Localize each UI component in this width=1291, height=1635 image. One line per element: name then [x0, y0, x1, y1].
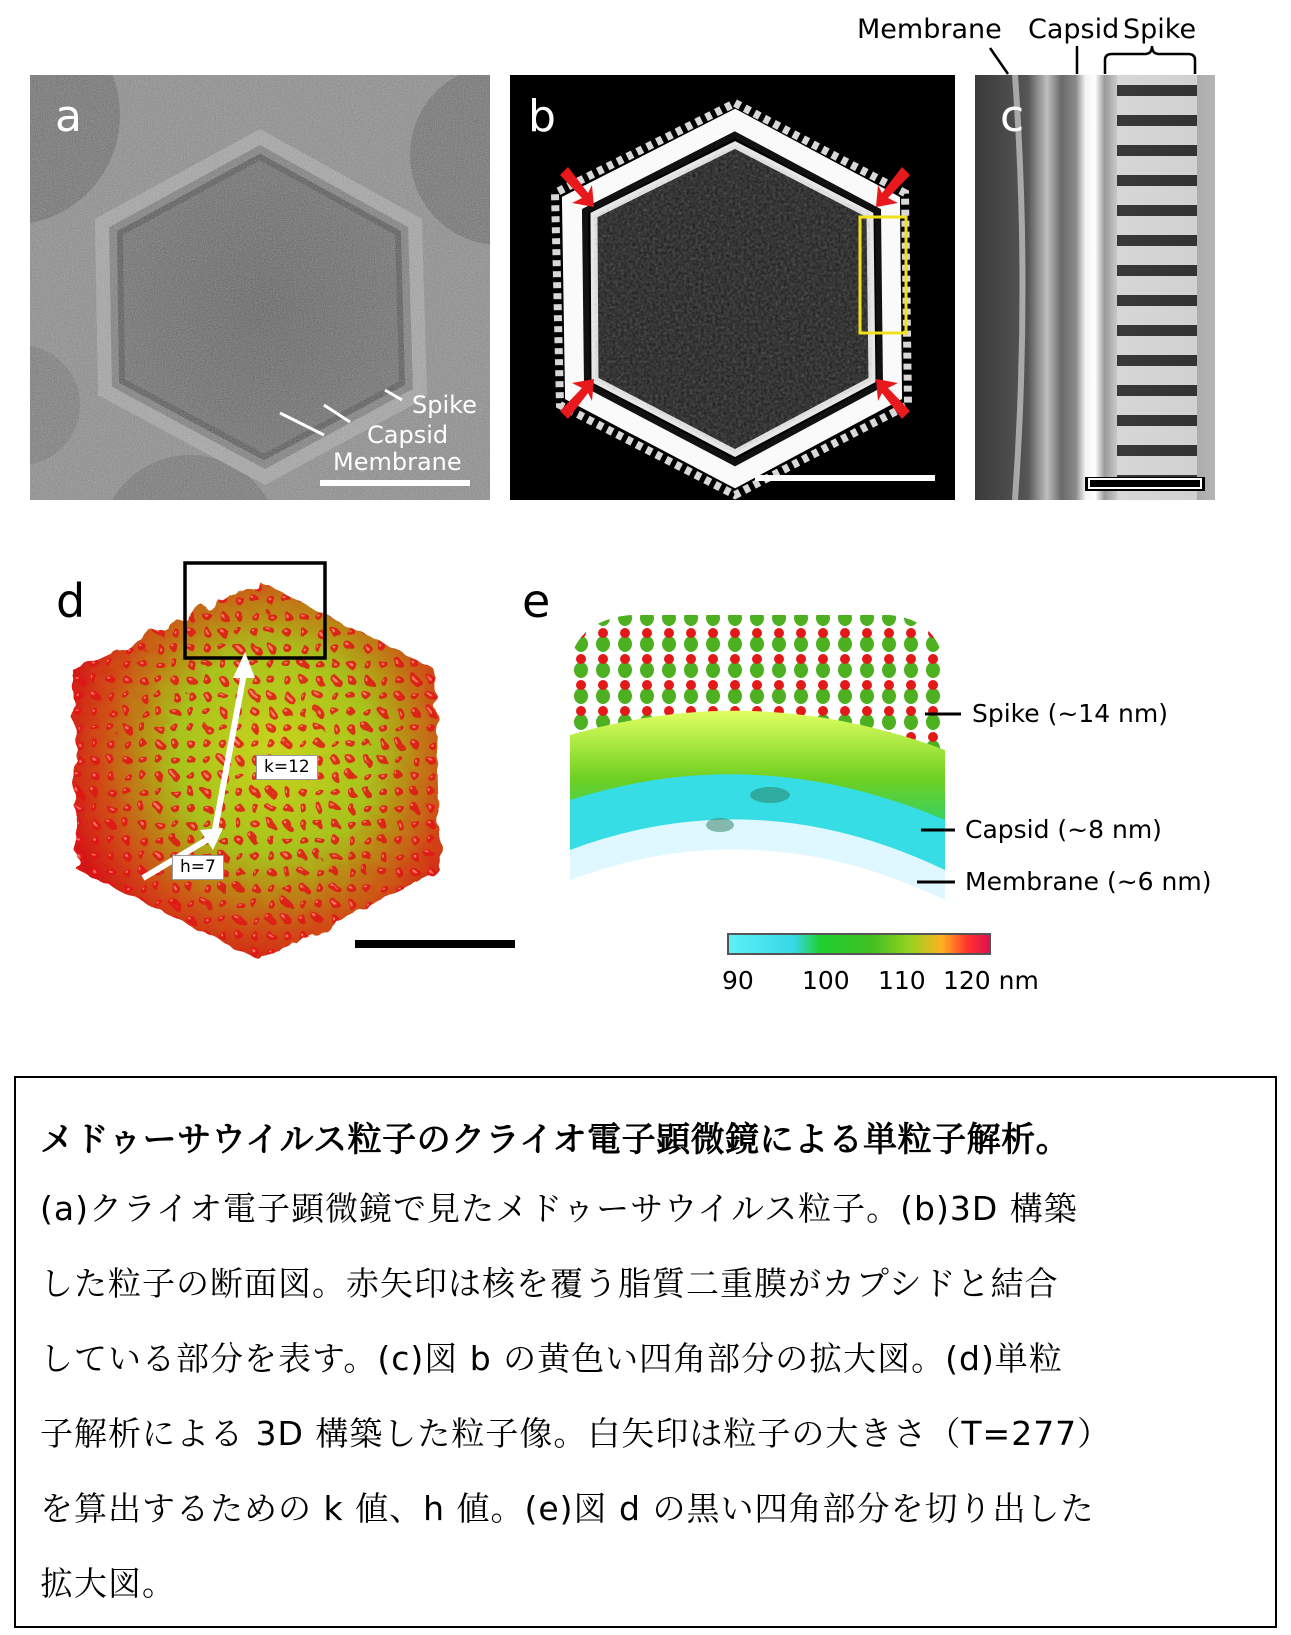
panel-a-label: a — [55, 91, 82, 142]
panel-c-label: c — [1000, 91, 1025, 142]
panel-a-scale-bar — [320, 480, 470, 486]
colorbar-tick-90: 90 — [722, 966, 754, 995]
colorbar-tick-120: 120 nm — [943, 966, 1039, 995]
membrane-callout: Membrane (~6 nm) — [965, 867, 1212, 896]
panel-e-label: e — [522, 574, 551, 628]
caption-line-4: 子解析による 3D 構築した粒子像。白矢印は粒子の大きさ（T=277） — [40, 1414, 1112, 1453]
panel-e-callout-ticks — [915, 700, 965, 890]
panel-c-header-pointers — [960, 40, 1220, 76]
panel-e-zoom-surface — [570, 600, 945, 905]
colorbar-tick-110: 110 — [878, 966, 926, 995]
panel-d-scale-bar — [355, 940, 515, 948]
panel-a-spike-label: Spike — [412, 391, 477, 419]
panel-b-cross-section — [510, 75, 955, 500]
spike-callout: Spike (~14 nm) — [972, 699, 1169, 728]
caption-line-6: 拡大図。 — [40, 1564, 176, 1603]
h-value-label: h=7 — [172, 855, 224, 880]
panel-c-spike-header: Spike — [1123, 14, 1197, 45]
caption-line-3: している部分を表す。(c)図 b の黄色い四角部分の拡大図。(d)単粒 — [40, 1339, 1063, 1378]
panel-c-capsid-header: Capsid — [1028, 14, 1120, 45]
panel-b-label: b — [528, 91, 556, 142]
panel-a-membrane-label: Membrane — [333, 448, 462, 476]
colorbar-tick-100: 100 — [802, 966, 850, 995]
panel-d-label: d — [56, 574, 86, 628]
caption-line-5: を算出するための k 値、h 値。(e)図 d の黒い四角部分を切り出した — [40, 1489, 1095, 1528]
panel-c-membrane-header: Membrane — [857, 14, 1002, 45]
colorbar — [727, 933, 991, 955]
caption-title: メドゥーサウイルス粒子のクライオ電子顕微鏡による単粒子解析。 — [40, 1120, 1071, 1160]
k-value-label: k=12 — [256, 755, 318, 780]
capsid-callout: Capsid (~8 nm) — [965, 815, 1162, 844]
caption-line-2: した粒子の断面図。赤矢印は核を覆う脂質二重膜がカプシドと結合 — [40, 1264, 1059, 1303]
caption-line-1: (a)クライオ電子顕微鏡で見たメドゥーサウイルス粒子。(b)3D 構築 — [40, 1189, 1078, 1228]
panel-c-scale-bar — [1089, 479, 1201, 488]
panel-b-scale-bar — [755, 475, 935, 481]
panel-a-capsid-label: Capsid — [367, 421, 449, 449]
